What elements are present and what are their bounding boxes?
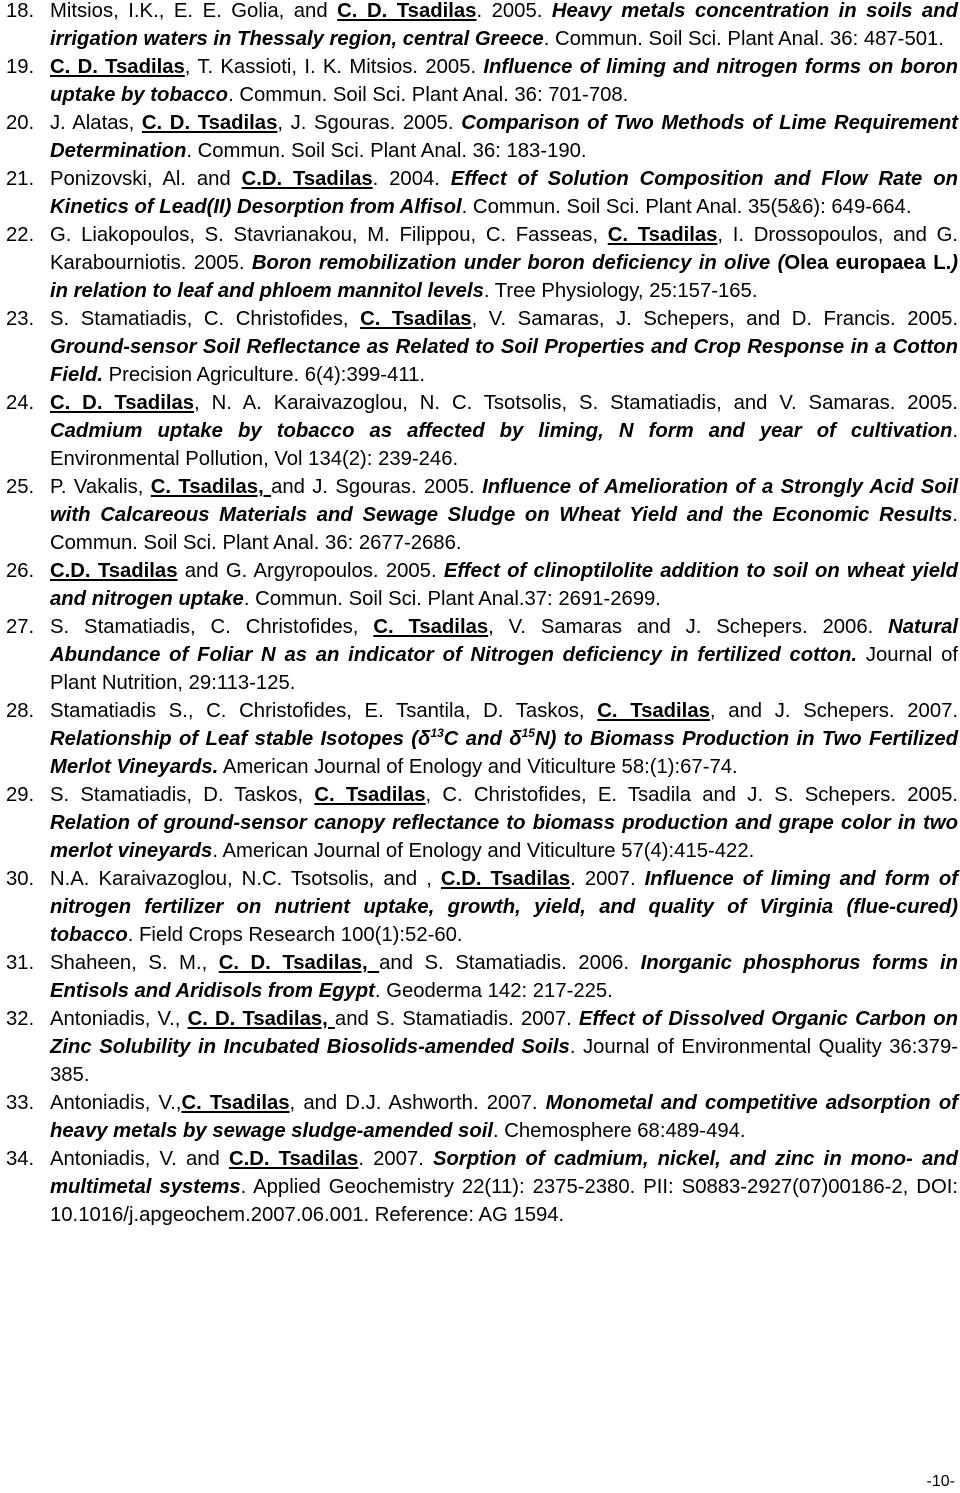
- reference-item: [0, 865, 958, 949]
- reference-text: , V. Samaras, J. Schepers, and D. Francis. 2005.: [471, 308, 959, 330]
- reference-text: . Environmental Pollution, Vol 134(2): 239-246.: [50, 420, 958, 470]
- reference-text: Journal of Plant Nutrition, 29:113-125.: [50, 644, 959, 694]
- reference-text: G. Liakopoulos, S. Stavrianakou, M. Filippou, C. Fasseas,: [50, 224, 608, 246]
- reference-title: Comparison of Two Methods of Lime Requirement Determination: [50, 112, 958, 162]
- reference-text: . 2005.: [476, 0, 552, 22]
- reference-number: 24.: [6, 392, 35, 414]
- reference-item: [0, 473, 958, 557]
- reference-text: . Commun. Soil Sci. Plant Anal. 36: 183-190.: [186, 140, 587, 162]
- isotope-superscript: 13: [430, 726, 444, 741]
- reference-item: [0, 1089, 958, 1145]
- reference-text: Antoniadis, V.,: [50, 1092, 182, 1114]
- reference-title: ) in relation to leaf and phloem mannitol levels: [50, 252, 958, 302]
- reference-number: 18.: [6, 0, 35, 22]
- reference-text: . Commun. Soil Sci. Plant Anal. 35(5&6): 649-664.: [461, 196, 912, 218]
- reference-text: , C. Christofides, E. Tsadila and J. S. Schepers. 2005.: [425, 784, 958, 806]
- reference-title: Cadmium uptake by tobacco as affected by liming, N form and year of cultivation: [50, 420, 953, 442]
- author-highlight: C. Tsadilas: [360, 308, 472, 330]
- reference-title: Monometal and competitive adsorption of heavy metals by sewage sludge-amended soil: [50, 1092, 958, 1142]
- reference-text: S. Stamatiadis, D. Taskos,: [50, 784, 315, 806]
- reference-title: Sorption of cadmium, nickel, and zinc in mono- and multimetal systems: [50, 1148, 959, 1198]
- reference-text: . American Journal of Enology and Viticulture 57(4):415-422.: [212, 840, 755, 862]
- author-highlight: C. D. Tsadilas: [337, 0, 477, 22]
- reference-number: 22.: [6, 224, 35, 246]
- author-highlight: C. Tsadilas,: [150, 476, 272, 498]
- reference-text: . Chemosphere 68:489-494.: [492, 1120, 746, 1142]
- reference-title: Effect of clinoptilolite addition to soil on wheat yield and nitrogen uptake: [50, 560, 958, 610]
- reference-text: . Geoderma 142: 217-225.: [374, 980, 613, 1002]
- reference-text: . Commun. Soil Sci. Plant Anal. 36: 2677-2686.: [50, 504, 958, 554]
- reference-text: Mitsios, I.K., E. E. Golia, and: [50, 0, 338, 22]
- isotope-superscript: 15: [521, 726, 535, 741]
- reference-title: Ground-sensor Soil Reflectance as Related to Soil Properties and Crop Response in a Cotton Field.: [50, 336, 958, 386]
- reference-text: S. Stamatiadis, C. Christofides,: [50, 308, 361, 330]
- reference-text: , and J. Schepers. 2007.: [709, 700, 959, 722]
- reference-text: . 2004.: [372, 168, 451, 190]
- reference-item: [0, 1145, 958, 1229]
- reference-text: P. Vakalis,: [50, 476, 151, 498]
- author-highlight: C. D. Tsadilas: [141, 112, 278, 134]
- reference-text: Antoniadis, V.,: [50, 1008, 188, 1030]
- author-highlight: C. Tsadilas: [597, 700, 710, 722]
- reference-item: [0, 305, 958, 389]
- reference-number: 28.: [6, 700, 35, 722]
- reference-number: 27.: [6, 616, 35, 638]
- reference-item: [0, 389, 958, 473]
- reference-text: . 2007.: [570, 868, 645, 890]
- reference-text: . 2007.: [358, 1148, 433, 1170]
- reference-item: [0, 1005, 958, 1089]
- reference-title: Olea europaea L.: [784, 252, 952, 274]
- reference-text: . Applied Geochemistry 22(11): 2375-2380. PII: S0883-2927(07)00186-2, DOI: 10.1016/j.apgeochem.2007.06.001. Reference: AG 1594.: [50, 1176, 958, 1226]
- author-highlight: C.D. Tsadilas: [440, 868, 571, 890]
- author-highlight: C.D. Tsadilas: [50, 560, 178, 582]
- reference-number: 34.: [6, 1148, 35, 1170]
- reference-title: Natural Abundance of Foliar N as an indicator of Nitrogen deficiency in fertilized cotton.: [50, 616, 959, 666]
- reference-item: [0, 697, 958, 781]
- reference-text: , J. Sgouras. 2005.: [277, 112, 462, 134]
- reference-number: 26.: [6, 560, 35, 582]
- reference-item: [0, 221, 958, 305]
- reference-item: [0, 949, 958, 1005]
- reference-text: . Commun. Soil Sci. Plant Anal. 36: 487-501.: [543, 28, 944, 50]
- author-highlight: C. Tsadilas: [181, 1092, 290, 1114]
- reference-title: Influence of liming and nitrogen forms on boron uptake by tobacco: [50, 56, 958, 106]
- author-highlight: C.D. Tsadilas: [228, 1148, 359, 1170]
- reference-text: Antoniadis, V. and: [50, 1148, 229, 1170]
- reference-title: Effect of Solution Composition and Flow Rate on Kinetics of Lead(II) Desorption from Alfisol: [50, 168, 958, 218]
- reference-item: [0, 557, 958, 613]
- reference-title: Heavy metals concentration in soils and irrigation waters in Thessaly region, central Greece: [50, 0, 958, 50]
- reference-number: 29.: [6, 784, 35, 806]
- reference-text: American Journal of Enology and Viticulture 58:(1):67-74.: [218, 756, 738, 778]
- reference-text: , V. Samaras and J. Schepers. 2006.: [488, 616, 889, 638]
- reference-text: , N. A. Karaivazoglou, N. C. Tsotsolis, S. Stamatiadis, and V. Samaras. 2005.: [194, 392, 958, 414]
- reference-text: , I. Drossopoulos, and G. Karabourniotis. 2005.: [50, 224, 958, 274]
- reference-text: . Commun. Soil Sci. Plant Anal.37: 2691-2699.: [243, 588, 661, 610]
- reference-text: . Field Crops Research 100(1):52-60.: [127, 924, 463, 946]
- reference-number: 32.: [6, 1008, 35, 1030]
- author-highlight: C. Tsadilas: [373, 616, 489, 638]
- reference-title: Relation of ground-sensor canopy reflectance to biomass production and grape color in two merlot vineyards: [50, 812, 958, 862]
- reference-text: Precision Agriculture. 6(4):399-411.: [102, 364, 426, 386]
- reference-number: 21.: [6, 168, 35, 190]
- author-highlight: C. Tsadilas: [314, 784, 426, 806]
- reference-text: Stamatiadis S., C. Christofides, E. Tsantila, D. Taskos,: [50, 700, 598, 722]
- reference-number: 25.: [6, 476, 35, 498]
- author-highlight: C. D. Tsadilas,: [187, 1008, 335, 1030]
- reference-number: 33.: [6, 1092, 35, 1114]
- reference-text: . Commun. Soil Sci. Plant Anal. 36: 701-708.: [228, 84, 629, 106]
- reference-title: Boron remobilization under boron deficiency in olive (: [251, 252, 785, 274]
- reference-text: and J. Sgouras. 2005.: [271, 476, 483, 498]
- reference-title: Inorganic phosphorus forms in Entisols and Aridisols from Egypt: [50, 952, 958, 1002]
- reference-item: [0, 109, 958, 165]
- reference-text: , and D.J. Ashworth. 2007.: [289, 1092, 546, 1114]
- author-highlight: C. D. Tsadilas: [50, 392, 195, 414]
- author-highlight: C.D. Tsadilas: [241, 168, 373, 190]
- reference-number: 20.: [6, 112, 35, 134]
- reference-item: [0, 53, 958, 109]
- reference-item: [0, 613, 958, 697]
- reference-number: 31.: [6, 952, 35, 974]
- reference-text: S. Stamatiadis, C. Christofides,: [50, 616, 374, 638]
- reference-text: . Tree Physiology, 25:157-165.: [483, 280, 758, 302]
- reference-text: Ponizovski, Al. and: [50, 168, 242, 190]
- reference-item: [0, 781, 958, 865]
- reference-text: . Journal of Environmental Quality 36:379-385.: [50, 1036, 958, 1086]
- reference-title: Influence of liming and form of nitrogen fertilizer on nutrient uptake, growth, yield, and quality of Virginia (flue-cured) tobacco: [50, 868, 958, 946]
- reference-text: Shaheen, S. M.,: [50, 952, 219, 974]
- reference-text: J. Alatas,: [50, 112, 142, 134]
- author-highlight: C. Tsadilas: [607, 224, 718, 246]
- author-highlight: C. D. Tsadilas: [50, 56, 185, 78]
- reference-title: Relationship of Leaf stable Isotopes (δ: [50, 728, 431, 750]
- reference-text: N.A. Karaivazoglou, N.C. Tsotsolis, and ,: [50, 868, 441, 890]
- reference-title: Influence of Amelioration of a Strongly Acid Soil with Calcareous Materials and Sewage Sludge on Wheat Yield and the Economic Results: [50, 476, 958, 526]
- reference-number: 23.: [6, 308, 35, 330]
- reference-title: C and δ: [443, 728, 522, 750]
- reference-title: Effect of Dissolved Organic Carbon on Zinc Solubility in Incubated Biosolids-amended Soils: [50, 1008, 958, 1058]
- reference-text: and G. Argyropoulos. 2005.: [177, 560, 444, 582]
- author-highlight: C. D. Tsadilas,: [218, 952, 380, 974]
- reference-number: 30.: [6, 868, 35, 890]
- reference-text: , T. Kassioti, I. K. Mitsios. 2005.: [184, 56, 484, 78]
- page-number: -10-: [926, 1473, 955, 1490]
- reference-item: [0, 0, 958, 53]
- reference-text: and S. Stamatiadis. 2006.: [379, 952, 641, 974]
- reference-title: N) to Biomass Production in Two Fertilized Merlot Vineyards.: [50, 728, 958, 778]
- reference-item: [0, 165, 958, 221]
- reference-number: 19.: [6, 56, 35, 78]
- reference-text: and S. Stamatiadis. 2007.: [334, 1008, 579, 1030]
